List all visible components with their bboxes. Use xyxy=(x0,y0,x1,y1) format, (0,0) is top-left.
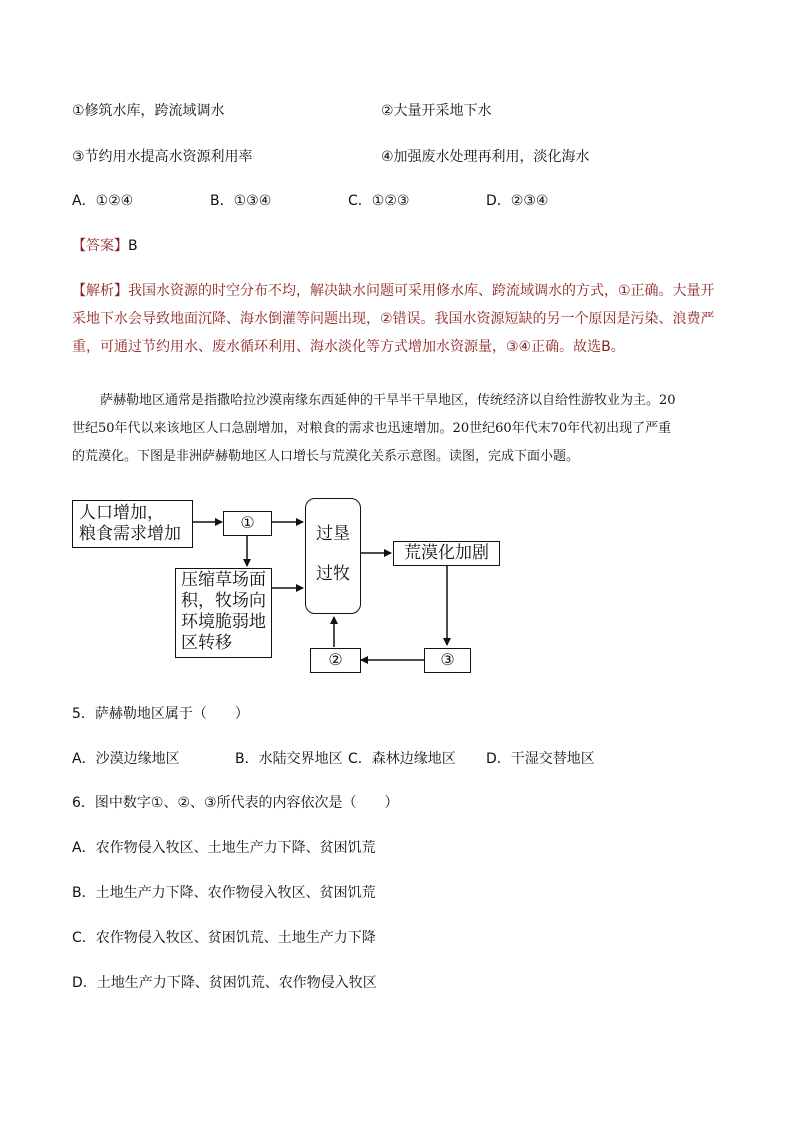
question-5-stem: 5．萨赫勒地区属于（ ） xyxy=(72,706,249,722)
q6-choice-d: D．土地生产力下降、贫困饥荒、农作物侵入牧区 xyxy=(72,975,377,991)
passage-line-1: 萨赫勒地区通常是指撒哈拉沙漠南缘东西延伸的干旱半干旱地区，传统经济以自给性游牧业为主。20 xyxy=(100,393,676,408)
choice-a: A．①②④ xyxy=(72,193,134,209)
node-2-label: ② xyxy=(328,650,343,669)
node-3-label: ③ xyxy=(440,650,455,669)
q5-choice-a: A．沙漠边缘地区 xyxy=(72,751,180,767)
overuse-box xyxy=(305,498,361,614)
population-box xyxy=(72,500,193,548)
desertification-box xyxy=(393,541,500,566)
analysis-line-2: 采地下水会导致地面沉降、海水倒灌等问题出现，②错误。我国水资源短缺的另一个原因是污染、浪费严 xyxy=(72,311,715,327)
question-6-stem: 6．图中数字①、②、③所代表的内容依次是（ ） xyxy=(72,795,399,811)
analysis-line-1: 我国水资源的时空分布不均，解决缺水问题可采用修水库、跨流域调水的方式，①正确。大量开 xyxy=(128,283,715,299)
compress-line-2: 积，牧场向 xyxy=(181,591,266,611)
analysis-line-3: 重，可通过节约用水、废水循环利用、海水淡化等方式增加水资源量，③④正确。故选B。 xyxy=(72,339,625,355)
passage-line-2: 世纪50年代以来该地区人口急剧增加，对粮食的需求也迅速增加。20世纪60年代末70年代初出现了严重 xyxy=(72,421,672,436)
q5-choice-d: D．干湿交替地区 xyxy=(486,751,595,767)
q6-choice-c: C．农作物侵入牧区、贫困饥荒、土地生产力下降 xyxy=(72,930,376,946)
compress-line-1: 压缩草场面 xyxy=(181,570,266,590)
answer-value: B xyxy=(128,238,138,254)
population-line-1: 人口增加， xyxy=(79,503,164,523)
passage-line-3: 的荒漠化。下图是非洲萨赫勒地区人口增长与荒漠化关系示意图。读图，完成下面小题。 xyxy=(72,449,580,464)
answer-label: 【答案】 xyxy=(72,238,128,254)
q5-choice-b: B．水陆交界地区 xyxy=(235,751,343,767)
analysis-label: 【解析】 xyxy=(72,283,128,299)
node-1-box xyxy=(223,511,272,536)
compress-line-3: 环境脆弱地 xyxy=(181,612,266,632)
choice-d: D．②③④ xyxy=(486,193,549,209)
option-statement-1: ①修筑水库，跨流域调水 xyxy=(72,103,225,119)
node-2-box xyxy=(310,648,361,673)
compress-grassland-box xyxy=(175,568,272,658)
node-1-label: ① xyxy=(240,513,255,532)
overuse-line-2: 过牧 xyxy=(316,564,350,584)
population-line-2: 粮食需求增加 xyxy=(79,524,181,544)
q6-choice-b: B．土地生产力下降、农作物侵入牧区、贫困饥荒 xyxy=(72,885,376,901)
choice-b: B．①③④ xyxy=(210,193,272,209)
option-statement-4: ④加强废水处理再利用，淡化海水 xyxy=(381,149,590,165)
option-statement-2: ②大量开采地下水 xyxy=(381,103,492,119)
q5-choice-c: C．森林边缘地区 xyxy=(348,751,456,767)
q6-choice-a: A．农作物侵入牧区、土地生产力下降、贫困饥荒 xyxy=(72,840,376,856)
node-3-box xyxy=(424,648,471,673)
choice-c: C．①②③ xyxy=(348,193,410,209)
option-statement-3: ③节约用水提高水资源利用率 xyxy=(72,149,253,165)
compress-line-4: 区转移 xyxy=(181,633,232,653)
overuse-line-1: 过垦 xyxy=(316,524,350,544)
desertification-label: 荒漠化加剧 xyxy=(404,543,489,563)
